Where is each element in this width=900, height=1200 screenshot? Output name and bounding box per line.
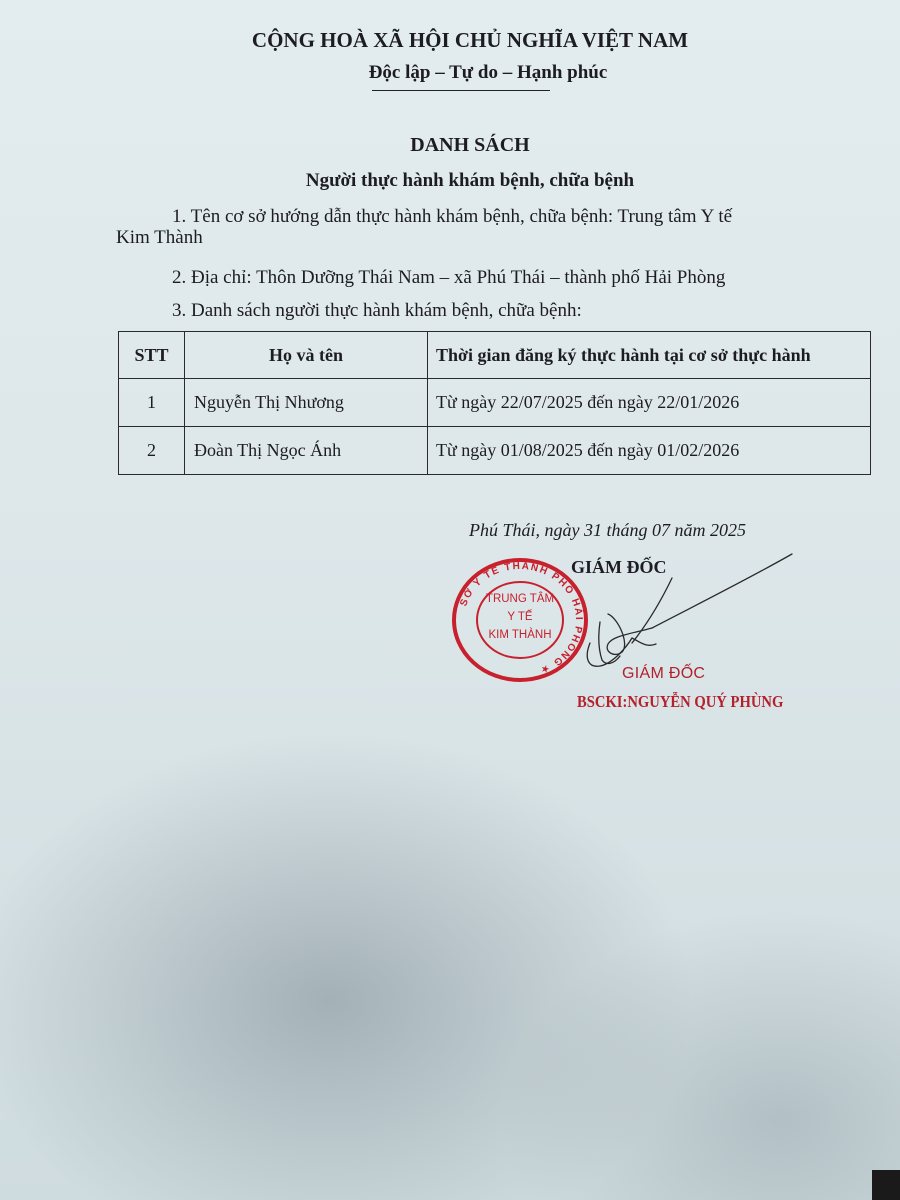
document-subtitle: Người thực hành khám bệnh, chữa bệnh bbox=[305, 170, 635, 191]
item-1-text: 1. Tên cơ sở hướng dẫn thực hành khám bệnh, chữa bệnh: Trung tâm Y tế bbox=[172, 206, 733, 227]
signer-position: GIÁM ĐỐC bbox=[571, 557, 667, 577]
column-header-stt: STT bbox=[119, 332, 185, 379]
national-motto: Độc lập – Tự do – Hạnh phúc bbox=[368, 62, 608, 83]
motto-underline bbox=[372, 90, 550, 91]
column-header-name: Họ và tên bbox=[185, 332, 428, 379]
document-title: DANH SÁCH bbox=[410, 134, 530, 156]
row-number: 2 bbox=[119, 427, 185, 475]
stamp-line-2: Y TẾ bbox=[507, 611, 533, 623]
table-header-row bbox=[119, 332, 871, 379]
background-corner bbox=[872, 1170, 900, 1200]
practitioner-table bbox=[118, 331, 871, 475]
practice-period: Từ ngày 22/07/2025 đến ngày 22/01/2026 bbox=[428, 379, 871, 427]
column-header-period: Thời gian đăng ký thực hành tại cơ sở thực hành bbox=[428, 332, 871, 379]
stamp-position: GIÁM ĐỐC bbox=[622, 665, 706, 682]
svg-text:SỞ Y TẾ THÀNH PHỐ HẢI PHÒNG ★: SỞ Y TẾ THÀNH PHỐ HẢI PHÒNG ★ bbox=[458, 560, 585, 676]
table-row bbox=[119, 427, 871, 475]
practitioner-name: Đoàn Thị Ngọc Ánh bbox=[185, 427, 428, 475]
practice-period: Từ ngày 01/08/2025 đến ngày 01/02/2026 bbox=[428, 427, 871, 475]
practitioner-name: Nguyễn Thị Nhương bbox=[185, 379, 428, 427]
place-and-date: Phú Thái, ngày 31 tháng 07 năm 2025 bbox=[469, 520, 746, 540]
stamp-line-3: KIM THÀNH bbox=[488, 629, 552, 641]
item-3-text: 3. Danh sách người thực hành khám bệnh, chữa bệnh: bbox=[172, 300, 582, 321]
row-number: 1 bbox=[119, 379, 185, 427]
item-2-address: 2. Địa chỉ: Thôn Dưỡng Thái Nam – xã Phú Thái – thành phố Hải Phòng bbox=[172, 267, 726, 288]
item-1-text-continued: Kim Thành bbox=[116, 227, 203, 248]
table-row bbox=[119, 379, 871, 427]
national-title: CỘNG HOÀ XÃ HỘI CHỦ NGHĨA VIỆT NAM bbox=[251, 28, 689, 52]
stamp-line-1: TRUNG TÂM bbox=[485, 593, 555, 605]
signer-name: BSCKI:NGUYỄN QUÝ PHÙNG bbox=[577, 692, 784, 711]
